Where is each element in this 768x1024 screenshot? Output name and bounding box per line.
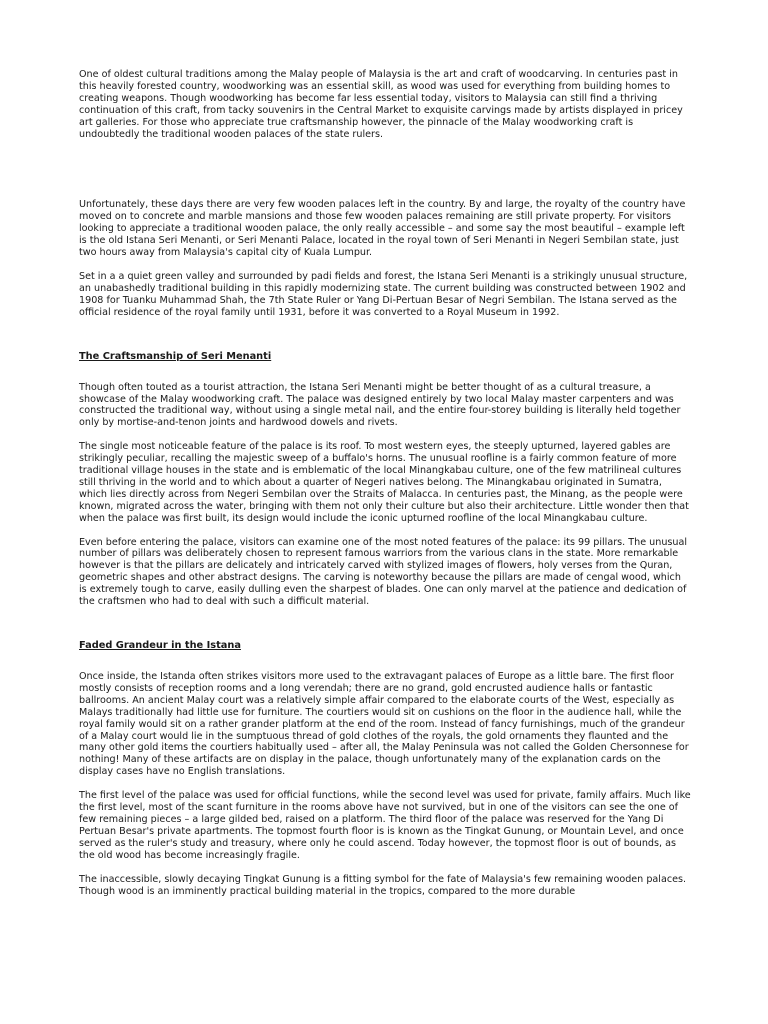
- section-heading-craftsmanship: The Craftsmanship of Seri Menanti: [79, 350, 272, 362]
- paragraph-pillars: Even before entering the palace, visitors can examine one of the most noted features of the palace: its 99 pillars. The unusual number of pillars was deliberately chosen to represent famous warriors from the various clans in the state. More remarkable however is that the pillars are delicately and intricately carved with stylized images of flowers, holy verses from the Quran, geometric shapes and other abstract designs. The carving is noteworthy because the pillars are made of cengal wood, which is extremely tough to carve, easily dulling even the sharpest of blades. One can only marvel at the patience and dedication of the craftsmen who had to deal with such a difficult material.: [79, 536, 688, 608]
- paragraph-levels: The first level of the palace was used for official functions, while the second level was used for private, family affairs. Much like the first level, most of the scant furniture in the rooms above have not survived, but in one of the visitors can see the one of few remaining pieces – a large gilded bed, raised on a platform. The third floor of the palace was reserved for the Yang Di Pertuan Besar's private apartments. The topmost fourth floor is is known as the Tingkat Gunung, or Mountain Level, and once served as the ruler's study and treasury, where only he could ascend. Today however, the topmost floor is out of bounds, as the old wood has become increasingly fragile.: [79, 790, 691, 861]
- paragraph-intro: One of oldest cultural traditions among the Malay people of Malaysia is the art and craft of woodcarving. In centuries past in this heavily forested country, woodworking was an essential skill, as wood was used for everything from building homes to creating weapons. Though woodworking has become far less essential today, visitors to Malaysia can still find a thriving continuation of this craft, from tacky souvenirs in the Central Market to exquisite carvings made by artists displayed in pricey art galleries. For those who appreciate true craftsmanship however, the pinnacle of the Malay woodworking craft is undoubtedly the traditional wooden palaces of the state rulers.: [79, 69, 683, 140]
- section-heading-faded-grandeur: Faded Grandeur in the Istana: [79, 640, 241, 651]
- paragraph-wooden-palaces: Unfortunately, these days there are very few wooden palaces left in the country. By and large, the royalty of the country have moved on to concrete and marble mansions and those few wooden palaces remaining are still private property. For visitors looking to appreciate a traditional wooden palace, the only really accessible – and some say the most beautiful – example left is the old Istana Seri Menanti, or Seri Menanti Palace, located in the royal town of Seri Menanti in Negeri Sembilan state, just two hours away from Malaysia's capital city of Kuala Lumpur.: [79, 199, 686, 259]
- paragraph-setting: Set in a a quiet green valley and surrounded by padi fields and forest, the Istana Seri Menanti is a strikingly unusual structure, an unabashedly traditional building in this rapidly modernizing state. The current building was constructed between 1902 and 1908 for Tuanku Muhammad Shah, the 7th State Ruler or Yang Di-Pertuan Besar of Negri Sembilan. The Istana served as the official residence of the royal family until 1931, before it was converted to a Royal Museum in 1992.: [79, 270, 688, 318]
- paragraph-tingkat-gunung: The inaccessible, slowly decaying Tingkat Gunung is a fitting symbol for the fate of Malaysia's few remaining wooden palaces. Though wood is an imminently practical building material in the tropics, compared to the more durable: [79, 873, 687, 897]
- document-page: [79, 69, 691, 897]
- paragraph-inside: Once inside, the Istanda often strikes visitors more used to the extravagant palaces of Europe as a little bare. The first floor mostly consists of reception rooms and a long verendah; there are no grand, gold encrusted audience halls or fantastic ballrooms. An ancient Malay court was a relatively simple affair compared to the elaborate courts of the West, especially as Malays traditionally had little use for furniture. The courtiers would sit on cushions on the floor in the audience hall, while the royal family would sit on a rather grander platform at the end of the room. Instead of fancy furnishings, much of the grandeur of a Malay court would lie in the sumptuous thread of gold clothes of the royals, the gold ornaments they flaunted and the many other gold items the courtiers habitually used – after all, the Malay Peninsula was not called the Golden Chersonnese for nothing! Many of these artifacts are on display in the palace, though unfortunately many of the explanation cards on the display cases have no English translations.: [79, 671, 689, 778]
- paragraph-cultural-treasure: Though often touted as a tourist attraction, the Istana Seri Menanti might be better thought of as a cultural treasure, a showcase of the Malay woodworking craft. The palace was designed entirely by two local Malay master carpenters and was constructed the traditional way, without using a single metal nail, and the entire four-storey building is literally held together only by mortise-and-tenon joints and hardwood dowels and rivets.: [79, 381, 681, 429]
- paragraph-roof: The single most noticeable feature of the palace is its roof. To most western eyes, the steeply upturned, layered gables are strikingly peculiar, recalling the majestic sweep of a buffalo's horns. The unusual roofline is a fairly common feature of more traditional village houses in the state and is emblematic of the local Minangkabau culture, one of the few matrilineal cultures still thriving in the world and to which about a quarter of Negeri natives belong. The Minangkabau originated in Sumatra, which lies directly across from Negeri Sembilan over the Straits of Malacca. In centuries past, the Minang, as the people were known, migrated across the water, bringing with them not only their culture but also their architecture. Little wonder then that when the palace was first built, its design would include the iconic upturned roofline of the local Minangkabau culture.: [79, 441, 689, 524]
